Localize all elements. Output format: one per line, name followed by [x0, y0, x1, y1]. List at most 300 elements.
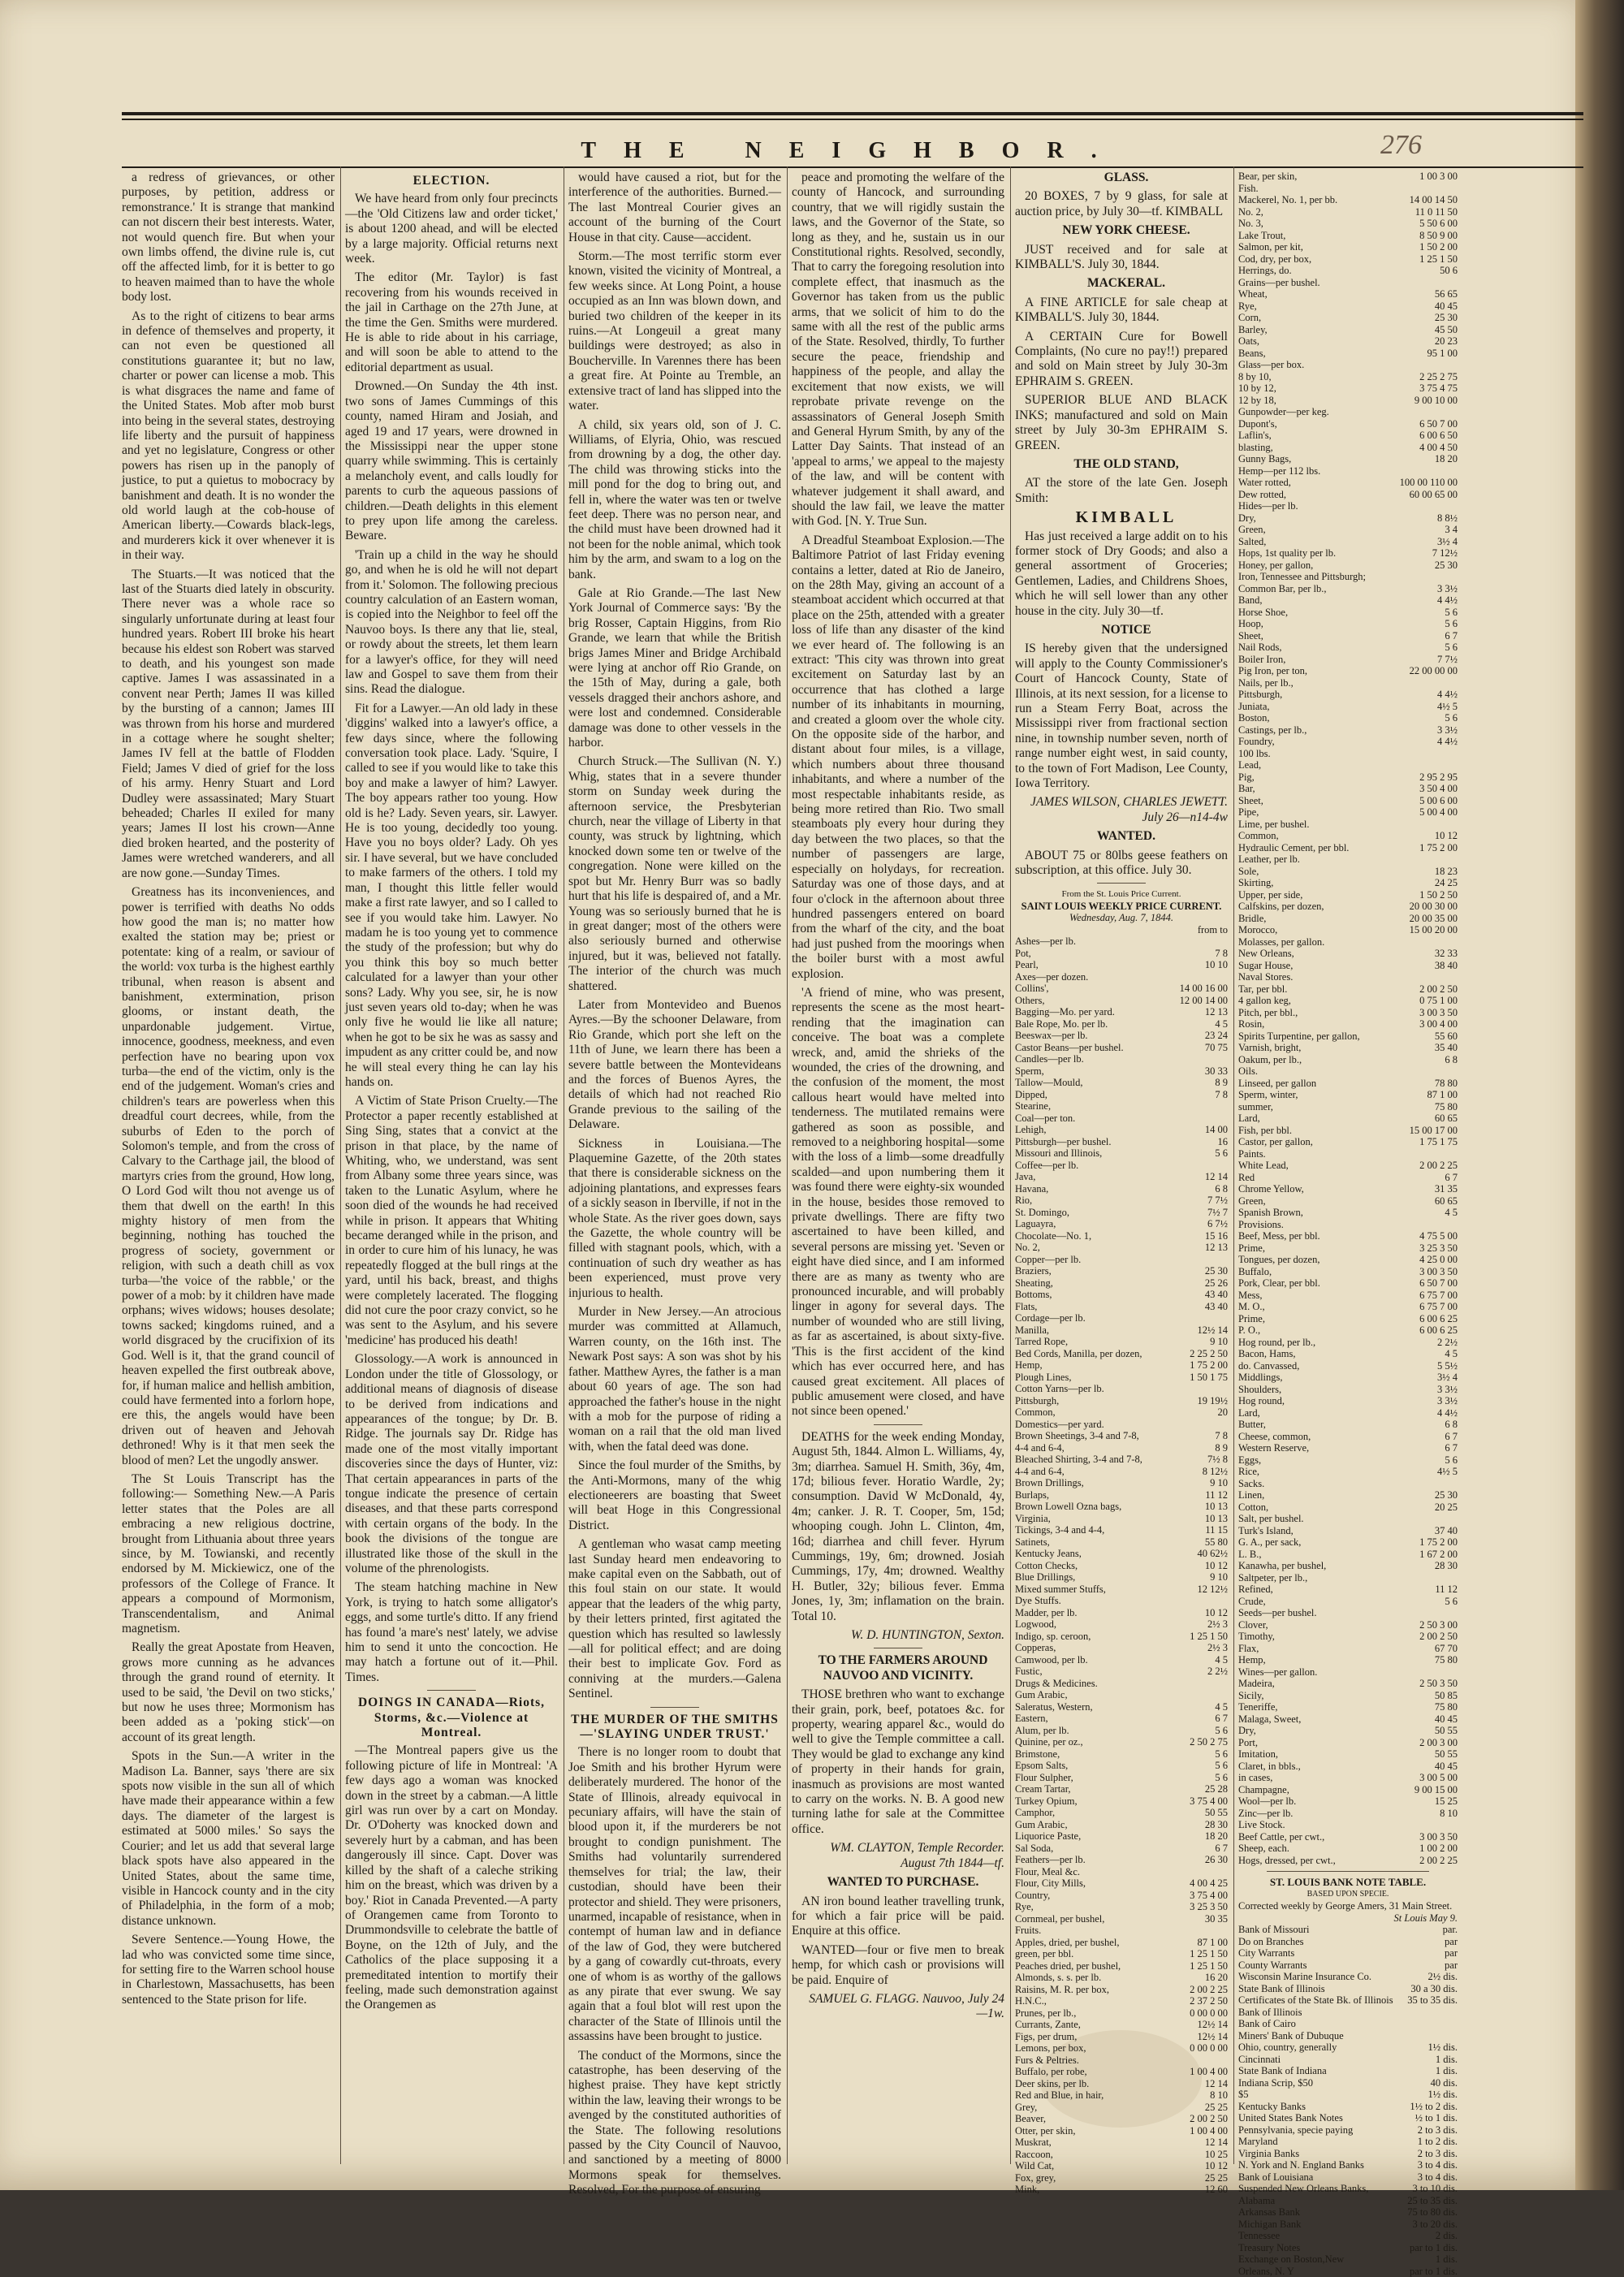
- price-row: [1238, 359, 1458, 371]
- bank-row-value: ½ to 1 dis.: [1415, 2112, 1458, 2124]
- price-row-value: 1 50 1 75: [1190, 1372, 1228, 1384]
- price-row: [1015, 1631, 1228, 1643]
- price-row-value: 11 12: [1435, 1584, 1458, 1596]
- price-row: [1238, 1337, 1458, 1349]
- price-row-label: Sheet,: [1238, 630, 1263, 642]
- price-row-label: Madder, per lb.: [1015, 1607, 1078, 1619]
- article-church: Church Struck.—The Sullivan (N. Y.) Whig, states that in a severe thunder storm on Sunday week during the afternoon service, the Presbyterian church, near the village of Liberty in that county, was struck by lightning, which knocked down some ten or twelve of the congregation. None were killed on the spot but Mr. Henry Burr was so badly hurt that his life is despaired of, and a Mr. Young was so seriously burned that he is in great danger; most of the others were also seriously burned and otherwise injured, but it was, believed not fatally. The interior of the church was much shattered.: [568, 754, 781, 994]
- price-row-label: Fruits.: [1015, 1925, 1041, 1937]
- price-row-label: Hog round,: [1238, 1395, 1285, 1407]
- price-row-value: 18 23: [1435, 866, 1458, 878]
- price-row: [1015, 2160, 1228, 2172]
- ad-wanted-signature: SAMUEL G. FLAGG. Nauvoo, July 24—1w.: [792, 1992, 1004, 2022]
- price-row-value: 6 50 7 00: [1419, 1277, 1458, 1290]
- article-montevideo: Later from Montevideo and Buenos Ayres.—By the schooner Delaware, from Rio Grande, which port she left on the 11th of June, we learn there has been a severe battle between the Montevideans and the forces of Buenos Ayres, the details of which had not reached Rio Grande previous to the sailing of the Delaware.: [568, 998, 781, 1133]
- price-row-value: 6 75 7 00: [1419, 1301, 1458, 1313]
- price-row: [1238, 536, 1458, 548]
- price-row: [1015, 1948, 1228, 1960]
- price-row: [1238, 1631, 1458, 1643]
- price-row-label: 100 lbs.: [1238, 748, 1271, 760]
- price-row-value: 2 00 2 50: [1419, 1631, 1458, 1643]
- price-row-label: Boston,: [1238, 712, 1270, 724]
- bank-row-value: par to 1 dis.: [1410, 2266, 1458, 2277]
- bank-row: [1238, 2030, 1458, 2042]
- price-row: [1238, 1690, 1458, 1702]
- price-row-label: Brimstone,: [1015, 1748, 1060, 1761]
- price-row: [1238, 736, 1458, 748]
- ad-old-stand: AT the store of the late Gen. Joseph Smith:: [1015, 476, 1228, 506]
- price-row-value: 25 30: [1435, 560, 1458, 572]
- price-row-label: Prunes, per lb.,: [1015, 2007, 1076, 2020]
- price-row: [1238, 1007, 1458, 1019]
- notice-ferry: IS hereby given that the undersigned will apply to the County Commissioner's Court of Hancock County, State of Illinois, at its next session, for a license to run a Steam Ferry Boat, across the Mississippi river from fractional section nine, in township number seven, north of range number eight west, in said county, to the town of Fort Madison, Lee County, Iowa Territory.: [1015, 642, 1228, 791]
- price-row: [1238, 571, 1458, 583]
- price-row-label: Epsom Salts,: [1015, 1760, 1068, 1772]
- price-row: [1015, 1171, 1228, 1183]
- price-row-value: 4½ 5: [1437, 1466, 1458, 1478]
- price-row: [1238, 312, 1458, 324]
- price-row-label: Candles—per lb.: [1015, 1053, 1084, 1065]
- bank-row: [1238, 2253, 1458, 2266]
- price-row: [1015, 2054, 1228, 2067]
- price-row-value: 2 00 2 50: [1190, 2113, 1228, 2125]
- price-row-value: 7 7½: [1207, 1195, 1228, 1207]
- price-row: [1238, 936, 1458, 948]
- price-row-label: Tallow—Mould,: [1015, 1077, 1083, 1089]
- price-row-label: Beeswax—per lb.: [1015, 1030, 1088, 1042]
- price-row-label: Sheep, each.: [1238, 1843, 1289, 1855]
- price-row-label: Common,: [1238, 830, 1279, 842]
- article-spots: Spots in the Sun.—A writer in the Madison La. Banner, says 'there are six spots now visible in the sun all of which have made their appearance within a few days. The diameter of the largest is estimated at 5000 miles.' So says the Courier; and let us add that several large black spots have also appeared in the United States, about the same time, visible in Hancock county and in the city of Philadelphia, in the form of a mob; distance unknown.: [122, 1749, 335, 1929]
- price-row-value: 1 00 2 00: [1419, 1843, 1458, 1855]
- price-row-value: 8 10: [1210, 2089, 1228, 2102]
- price-row: [1015, 1890, 1228, 1902]
- price-row-label: Hemp,: [1015, 1359, 1043, 1372]
- price-row: [1015, 2149, 1228, 2161]
- price-row-label: Almonds, s. s. per lb.: [1015, 1972, 1101, 1984]
- price-row-label: Brown Drillings,: [1015, 1477, 1084, 1489]
- price-row-value: 8 50 9 00: [1419, 230, 1458, 242]
- price-row: [1238, 1478, 1458, 1490]
- book-spine: [1575, 0, 1624, 2190]
- price-row-label: Dye Stuffs.: [1015, 1595, 1061, 1607]
- price-row-label: Mackerel, No. 1, per bb.: [1238, 194, 1337, 206]
- price-row-label: Sacks.: [1238, 1478, 1264, 1490]
- price-row-label: 10 by 12,: [1238, 382, 1276, 395]
- price-row: [1015, 1336, 1228, 1348]
- bank-row-label: Michigan Bank: [1238, 2219, 1301, 2231]
- price-row-value: 5 6: [1215, 1748, 1228, 1761]
- price-row: [1238, 665, 1458, 677]
- bank-row-label: Arkansas Bank: [1238, 2206, 1300, 2219]
- price-row-value: 25 30: [1435, 312, 1458, 324]
- bank-row: [1238, 2042, 1458, 2054]
- price-row: [1238, 183, 1458, 195]
- price-row-label: Gum Arabic,: [1015, 1689, 1068, 1701]
- price-row: [1238, 1795, 1458, 1808]
- article-gale: Gale at Rio Grande.—The last New York Journal of Commerce says: 'By the brig Rosser, Captain Higgins, from Rio Grande, we learn that while the British brigs James Miner and Bridge Archibald were lying at anchor off Rio Grande, on the 15th of May, during a gale, both vessels dragged their anchors ashore, and were lost and condemned. Considerable damage was done to other vessels in the harbor.: [568, 586, 781, 750]
- price-row: [1238, 1808, 1458, 1820]
- price-row-label: Turk's Island,: [1238, 1525, 1294, 1537]
- price-row-label: Rio,: [1015, 1195, 1032, 1207]
- price-row-label: Indigo, sp. ceroon,: [1015, 1631, 1091, 1643]
- price-row: [1238, 1042, 1458, 1054]
- price-row-label: Pitch, per bbl.,: [1238, 1007, 1298, 1019]
- price-row: [1238, 206, 1458, 218]
- price-row-value: 6 00 6 25: [1419, 1313, 1458, 1325]
- price-row-value: 20 25: [1435, 1501, 1458, 1514]
- bank-row-value: 3 to 20 dis.: [1412, 2219, 1458, 2231]
- price-row: [1015, 1348, 1228, 1360]
- price-row-label: Kanawha, per bushel,: [1238, 1560, 1326, 1572]
- price-row-value: 32 33: [1435, 948, 1458, 960]
- price-row: [1238, 689, 1458, 701]
- price-row-value: 12½ 14: [1198, 2019, 1229, 2031]
- price-row-value: 7½ 7: [1207, 1207, 1228, 1219]
- price-row: [1015, 1713, 1228, 1725]
- price-row: [1015, 1065, 1228, 1078]
- price-row: [1238, 371, 1458, 383]
- bank-date: St Louis May 9.: [1238, 1912, 1458, 1925]
- price-row-value: 20: [1218, 1406, 1229, 1419]
- price-row-value: 5 00 4 00: [1419, 806, 1458, 819]
- price-row: [1015, 1195, 1228, 1207]
- price-row: [1238, 842, 1458, 854]
- price-row-label: Spirits Turpentine, per gallon,: [1238, 1030, 1360, 1043]
- price-row: [1015, 1524, 1228, 1536]
- price-row-label: Pittsburgh,: [1015, 1395, 1059, 1407]
- price-row-label: Satinets,: [1015, 1536, 1050, 1549]
- price-row-label: Castings, per lb.,: [1238, 724, 1307, 737]
- price-row-label: Pork, Clear, per bbl.: [1238, 1277, 1320, 1290]
- bank-row: [1238, 1983, 1458, 1995]
- price-row-value: 3 00 5 00: [1419, 1772, 1458, 1784]
- price-row-value: 0 75 1 00: [1419, 995, 1458, 1007]
- bank-row-value: par: [1445, 1947, 1458, 1959]
- price-row: [1238, 489, 1458, 501]
- price-row: [1015, 2078, 1228, 2090]
- price-row-label: St. Domingo,: [1015, 1207, 1069, 1219]
- price-row-value: 5 6: [1215, 1725, 1228, 1737]
- price-row-value: 22 00 00 00: [1410, 665, 1458, 677]
- price-row-value: 28 30: [1435, 1560, 1458, 1572]
- price-row: [1015, 1607, 1228, 1619]
- bank-row-label: Tennessee: [1238, 2230, 1280, 2242]
- price-row-value: 7 12½: [1432, 547, 1458, 560]
- article-paragraph: Since the foul murder of the Smiths, by the Anti-Mormons, many of the whig electioneerers are boasting that Sweet will beat Hoge in this Congressional District.: [568, 1458, 781, 1533]
- price-row-label: Bar,: [1238, 783, 1255, 795]
- bank-row-label: Do on Branches: [1238, 1936, 1304, 1948]
- price-row: [1238, 830, 1458, 842]
- price-row-label: green, per bbl.: [1015, 1948, 1073, 1960]
- price-row-label: Oils.: [1238, 1065, 1258, 1078]
- price-row: [1015, 1783, 1228, 1795]
- price-row: [1015, 1289, 1228, 1301]
- price-row: [1015, 1136, 1228, 1148]
- price-row-label: Green,: [1238, 1195, 1266, 1208]
- bank-row-label: Treasury Notes: [1238, 2242, 1300, 2254]
- price-row-value: 4 5: [1445, 1207, 1458, 1219]
- price-row: [1015, 1324, 1228, 1337]
- price-row-value: 6 7: [1445, 1172, 1458, 1184]
- price-row-value: 5 6: [1445, 712, 1458, 724]
- article-transcript: The St Louis Transcript has the following:— Something New.—A Paris letter states that the Poles are all embracing a new religious doctrine, brought from Lithuania about three years since, by M. Towianski, and recently endorsed by M. Mickiewicz, one of the professors of the College of France. It appears a compound of Mormonism, Transcendentalism, and Animal magnetism.: [122, 1472, 335, 1636]
- price-row-value: 12½ 14: [1198, 1324, 1229, 1337]
- price-row: [1015, 1972, 1228, 1984]
- price-row-label: Nail Rods,: [1238, 642, 1281, 654]
- price-row-label: Crude,: [1238, 1596, 1266, 1608]
- article-sentence: Severe Sentence.—Young Howe, the lad who was convicted some time since, for setting fire to the Warren school house in Charlestown, Massachusetts, has been sentenced to the State prison for life.: [122, 1933, 335, 2007]
- price-row-value: 15 16: [1205, 1230, 1228, 1242]
- price-row-label: Rice,: [1238, 1466, 1259, 1478]
- price-row: [1015, 1501, 1228, 1513]
- bank-rows: [1238, 1924, 1458, 2277]
- article-lawyer: Fit for a Lawyer.—An old lady in these 'diggins' walked into a lawyer's office, a few days since, where the following conversation took place. Lady. 'Squire, I called to see if you would like to take this boy and make a lawyer of him? Lawyer. The boy appears rather too young. How old is he? Lady. Seven years, sir. Lawyer. He is too young, decidedly too young. Have you no boys older? Lady. Oh yes sir. I have several, but we have concluded to make farmers of the others. I told my man, I thought this little feller would make a first rate lawyer, and so I called to see if you would take him. Lawyer. No madam he is too young yet to commence the study of the profession; but why do you think this boy so much better calculated for a lawyer than your other sons? Lady. Why you see, sir, he is now just seven years old to-day; when he was only five he would lie like all nature; when he got to be six he was as sassy and impudent as any critter could be, and now he will steal every thing he can lay his hands on.: [345, 702, 558, 1091]
- price-row-value: 2 00 3 00: [1419, 1737, 1458, 1749]
- headline-election: ELECTION.: [345, 174, 558, 188]
- price-row-label: Oakum, per lb.,: [1238, 1054, 1302, 1066]
- price-row: [1238, 1230, 1458, 1242]
- price-row-label: Grey,: [1015, 2102, 1037, 2114]
- price-row-label: Quinine, per oz.,: [1015, 1736, 1083, 1748]
- price-row-label: Laguayra,: [1015, 1218, 1056, 1230]
- price-row: [1238, 712, 1458, 724]
- price-row: [1015, 1666, 1228, 1678]
- price-row: [1238, 1054, 1458, 1066]
- price-row-value: 20 00 35 00: [1410, 913, 1458, 925]
- price-row: [1015, 1654, 1228, 1666]
- price-row-value: 50 55: [1435, 1748, 1458, 1761]
- price-row-label: Common Bar, per lb.,: [1238, 583, 1327, 595]
- price-row-label: Pittsburgh—per bushel.: [1015, 1136, 1112, 1148]
- masthead-rule-top-thin: [122, 119, 1583, 120]
- price-row-label: Others,: [1015, 995, 1044, 1007]
- price-row-label: Raisins, M. R. per box,: [1015, 1984, 1109, 1996]
- price-row: [1238, 1442, 1458, 1454]
- price-row: [1238, 677, 1458, 689]
- price-row: [1015, 2019, 1228, 2031]
- price-row-value: 1 00 4 00: [1190, 2066, 1228, 2078]
- price-row: [1238, 382, 1458, 395]
- price-row: [1238, 453, 1458, 465]
- price-row: [1015, 1725, 1228, 1737]
- price-row-value: 6 8: [1445, 1419, 1458, 1431]
- price-row: [1015, 1113, 1228, 1125]
- price-row-value: 7½ 8: [1207, 1454, 1228, 1466]
- bank-row: [1238, 2242, 1458, 2254]
- price-row-label: Bagging—Mo. per yard.: [1015, 1006, 1115, 1018]
- price-row: [1238, 1454, 1458, 1467]
- price-row-label: Blue Drillings,: [1015, 1571, 1075, 1584]
- price-row-value: 75 80: [1435, 1654, 1458, 1666]
- bank-row-value: 1½ to 2 dis.: [1410, 2101, 1458, 2113]
- price-row: [1238, 1277, 1458, 1290]
- bank-row-value: 30 a 30 dis.: [1410, 1983, 1458, 1995]
- price-row-value: 11 0 11 50: [1415, 206, 1458, 218]
- price-row-label: Hoop,: [1238, 618, 1263, 630]
- price-row-label: Deer skins, per lb.: [1015, 2078, 1089, 2090]
- price-row: [1015, 1312, 1228, 1324]
- price-row: [1238, 500, 1458, 512]
- price-row-label: Copper—per lb.: [1015, 1254, 1081, 1266]
- price-row-label: Wild Cat,: [1015, 2160, 1054, 2172]
- price-row: [1238, 324, 1458, 336]
- price-row-value: 3 75 4 75: [1419, 382, 1458, 395]
- price-row: [1238, 1148, 1458, 1160]
- price-row-label: Buffalo, per robe,: [1015, 2066, 1087, 2078]
- price-row-label: Flour, City Mills,: [1015, 1877, 1086, 1890]
- price-row: [1238, 724, 1458, 737]
- price-date: Wednesday, Aug. 7, 1844.: [1015, 912, 1228, 924]
- bank-row-label: Orleans, N. Y: [1238, 2266, 1294, 2277]
- price-row-value: 3½ 4: [1437, 1372, 1458, 1384]
- price-row: [1238, 795, 1458, 807]
- price-row-label: Brown Sheetings, 3-4 and 7-8,: [1015, 1430, 1139, 1442]
- price-row-value: 100 00 110 00: [1400, 477, 1458, 489]
- price-row-value: 14 00 16 00: [1180, 983, 1228, 995]
- bank-title: ST. LOUIS BANK NOTE TABLE.: [1238, 1877, 1458, 1889]
- bank-row-value: par to 1 dis.: [1410, 2242, 1458, 2254]
- price-row: [1238, 583, 1458, 595]
- price-row-label: Coal—per ton.: [1015, 1113, 1075, 1125]
- price-row: [1238, 1242, 1458, 1255]
- price-row: [1238, 1348, 1458, 1360]
- price-row-value: 2 00 2 25: [1419, 1855, 1458, 1867]
- price-row-label: H.N.C.,: [1015, 1995, 1047, 2007]
- price-row: [1238, 1419, 1458, 1431]
- masthead-rule-bottom: [122, 166, 1583, 168]
- ad-cheese-headline: NEW YORK CHEESE.: [1015, 223, 1228, 238]
- price-row-value: 0 00 0 00: [1190, 2007, 1228, 2020]
- price-row: [1238, 253, 1458, 266]
- bank-row-label: Exchange on Boston,New: [1238, 2253, 1344, 2266]
- price-row-value: 10 12: [1435, 830, 1458, 842]
- headline-canada: DOINGS IN CANADA—Riots, Storms, &c.—Violence at Montreal.: [345, 1696, 558, 1740]
- price-row-label: Muskrat,: [1015, 2137, 1052, 2149]
- price-row: [1015, 2042, 1228, 2054]
- price-row-label: Cotton Checks,: [1015, 1560, 1078, 1572]
- price-row-label: Hemp,: [1238, 1654, 1266, 1666]
- price-row: [1015, 2137, 1228, 2149]
- price-row-label: Zinc—per lb.: [1238, 1808, 1293, 1820]
- article-glossology: Glossology.—A work is announced in London under the title of Glossology, or additional means of diagnosis of disease to be derived from indications and appearances of the tongue; by Dr. B. Ridge. The journals say Dr. Ridge has made one of the most vitally important discoveries since the days of Hunter, viz: That certain appearances in parts of the tongue indicate the presence of certain diseases, and that these parts correspond with certain organs of the body. In the book the divisions of the tongue are illustrated like those of the skull in the volume of the phrenologists.: [345, 1352, 558, 1576]
- bank-row: [1238, 2101, 1458, 2113]
- section-rule: [874, 1424, 922, 1425]
- price-row: [1238, 442, 1458, 454]
- price-row: [1015, 1454, 1228, 1466]
- price-row-label: Cordage—per lb.: [1015, 1312, 1086, 1324]
- price-row-value: 8 9: [1215, 1077, 1228, 1089]
- price-row: [1015, 1548, 1228, 1560]
- price-row-label: Pot,: [1015, 948, 1031, 960]
- price-row-value: 3 3½: [1437, 1395, 1458, 1407]
- bank-row-label: Bank of Missouri: [1238, 1924, 1310, 1936]
- price-row: [1015, 1230, 1228, 1242]
- price-row-label: Sole,: [1238, 866, 1259, 878]
- price-row-label: Havana,: [1015, 1183, 1048, 1195]
- price-row-value: 19 19½: [1198, 1395, 1229, 1407]
- price-row-label: Rosin,: [1238, 1018, 1264, 1030]
- price-row-value: 43 40: [1205, 1301, 1228, 1313]
- price-title: SAINT LOUIS WEEKLY PRICE CURRENT.: [1015, 901, 1228, 913]
- ad-farmers-headline: TO THE FARMERS AROUND NAUVOO AND VICINITY.: [792, 1653, 1004, 1683]
- price-row: [1238, 1266, 1458, 1278]
- bank-row-label: N. York and N. England Banks: [1238, 2159, 1364, 2171]
- price-row: [1015, 1513, 1228, 1525]
- price-row-label: Middlings,: [1238, 1372, 1283, 1384]
- price-row-label: 8 by 10,: [1238, 371, 1272, 383]
- price-row-label: Upper, per side,: [1238, 889, 1302, 901]
- price-row-label: Hemp—per 112 lbs.: [1238, 465, 1320, 477]
- price-row-value: 3 00 3 50: [1419, 1266, 1458, 1278]
- price-row: [1015, 2007, 1228, 2020]
- price-row: [1015, 1772, 1228, 1784]
- price-row: [1238, 701, 1458, 713]
- price-row: [1238, 1784, 1458, 1796]
- price-row: [1015, 1618, 1228, 1631]
- price-row: [1238, 924, 1458, 936]
- price-row-value: 6 00 6 25: [1419, 1324, 1458, 1337]
- bank-row: [1238, 2219, 1458, 2231]
- price-row-value: 20 23: [1435, 335, 1458, 348]
- bank-row-value: 3 to 4 dis.: [1418, 2159, 1458, 2171]
- price-row: [1015, 2113, 1228, 2125]
- price-row: [1238, 1172, 1458, 1184]
- bank-row-value: par.: [1443, 1924, 1458, 1936]
- price-row-label: Fish.: [1238, 183, 1259, 195]
- price-row-value: 0 00 0 00: [1190, 2042, 1228, 2054]
- section-rule: [650, 1707, 699, 1708]
- price-row: [1238, 1819, 1458, 1831]
- price-row: [1015, 2031, 1228, 2043]
- column-divider: [1233, 166, 1234, 2164]
- price-row-value: 2 25 2 75: [1419, 371, 1458, 383]
- price-row-value: 50 55: [1435, 1725, 1458, 1737]
- price-row: [1015, 1053, 1228, 1065]
- price-row: [1238, 783, 1458, 795]
- price-row: [1015, 2172, 1228, 2184]
- price-row: [1238, 1855, 1458, 1867]
- price-row-label: Fish, per bbl.: [1238, 1125, 1292, 1137]
- price-row-value: 87 1 00: [1198, 1937, 1229, 1949]
- price-row-label: Brown Lowell Ozna bags,: [1015, 1501, 1121, 1513]
- price-row-value: 60 65: [1435, 1195, 1458, 1208]
- article-paragraph: A gentleman who wasat camp meeting last Sunday heard men endeavoring to make capital even on the Sabbath, out of this foul stain on our state. It would appear that the leaders of the whig party, by their letters printed, first agitated the question which has resulted so lawlessly—all for political effect; and are doing their best to implicate Gov. Ford as conniving at the murders.—Galena Sentinel.: [568, 1537, 781, 1701]
- price-current: [1015, 888, 1228, 2196]
- price-row-value: 1 75 1 75: [1419, 1136, 1458, 1148]
- price-row-label: Sperm,: [1015, 1065, 1044, 1078]
- price-row-value: 1 00 4 00: [1190, 2125, 1228, 2137]
- price-row-label: Herrings, do.: [1238, 265, 1292, 277]
- price-row: [1238, 560, 1458, 572]
- price-row-value: 3 00 4 00: [1419, 1018, 1458, 1030]
- price-row: [1015, 1748, 1228, 1761]
- price-row: [1238, 1372, 1458, 1384]
- price-row: [1238, 1207, 1458, 1219]
- price-row-label: Lehigh,: [1015, 1124, 1047, 1136]
- price-row-label: Dew rotted,: [1238, 489, 1286, 501]
- bank-row-label: State Bank of Illinois: [1238, 1983, 1325, 1995]
- price-row: [1238, 418, 1458, 430]
- price-row-value: 4½ 5: [1437, 701, 1458, 713]
- price-row-value: 11 15: [1205, 1524, 1228, 1536]
- price-row-label: Spanish Brown,: [1238, 1207, 1303, 1219]
- article-canada: —The Montreal papers give us the following picture of life in Montreal: 'A few days ago a woman was knocked down in the street by a cabman.—A little girl was run over by a cart on Monday. Dr. O'Doherty was knocked down and severely hurt by a cabman, and has been dangerously ill since. Capt. Dover was killed by the shaft of a caleche striking him on the breast, which was driven by a boy.' Riot in Canada Prevented.—A party of Orangemen came from Toronto to Drummondsville to celebrate the battle of Boyne, on the 12th of July, and the Catholics of the place supposing it a premeditated intention to mortify their feeling, made such demonstration against the Orangemen as: [345, 1743, 558, 2012]
- price-row: [1015, 995, 1228, 1007]
- price-row-label: Saleratus, Western,: [1015, 1701, 1093, 1713]
- price-row-value: 25 26: [1205, 1277, 1228, 1290]
- page-folio-number: 276: [1380, 130, 1422, 161]
